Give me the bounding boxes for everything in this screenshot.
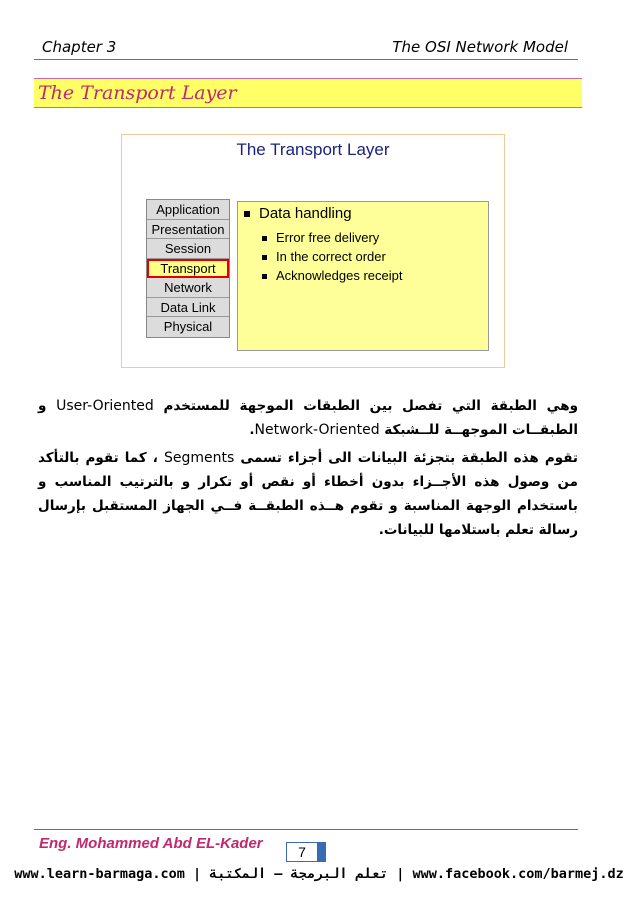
chapter-title: The OSI Network Model bbox=[392, 38, 568, 56]
square-bullet-icon bbox=[244, 211, 250, 217]
author-name: Eng. Mohammed Abd EL-Kader bbox=[39, 835, 263, 852]
layer-data-link: Data Link bbox=[147, 298, 229, 318]
slide-title: The Transport Layer bbox=[236, 140, 390, 159]
list-item: Error free delivery bbox=[262, 228, 402, 247]
footer-divider bbox=[34, 829, 578, 830]
layer-session: Session bbox=[147, 239, 229, 259]
layer-physical: Physical bbox=[147, 317, 229, 337]
page-number-tab bbox=[318, 842, 326, 862]
info-heading bbox=[244, 205, 352, 222]
list-item: Acknowledges receipt bbox=[262, 266, 402, 285]
bullet-icon bbox=[262, 236, 267, 241]
info-box bbox=[237, 201, 489, 351]
paragraph-2: تقوم هذه الطبقة بتجزئة البيانات الى أجزاء تسمى Segments ، كما تقوم بالتأكد من وصول هذه الأجــزاء بدون أخطاء أو نقص أو تكرار و بالترتيب المناسب و باستخدام الوجهة المناسبة و تقوم هــذه الطبقــة فــي الجهاز المستقبل بإرسال رسالة تعلم باستلامها للبيانات. bbox=[38, 450, 578, 538]
site-footer: www.learn-barmaga.com | تعلم البرمجة – المكتبة | www.facebook.com/barmej.dz bbox=[14, 866, 624, 882]
layer-network: Network bbox=[147, 278, 229, 298]
header-divider bbox=[34, 59, 578, 60]
section-title: The Transport Layer bbox=[38, 82, 237, 104]
list-item: In the correct order bbox=[262, 247, 402, 266]
paragraph-1: وهي الطبقة التي تفصل بين الطبقات الموجهة للمستخدم User-Oriented و الطبقــات الموجهــة للــشبكة Network-Oriented. bbox=[38, 398, 578, 438]
section-banner bbox=[34, 78, 582, 108]
info-heading-text: Data handling bbox=[259, 205, 352, 222]
page-number: 7 bbox=[286, 842, 318, 862]
bullet-icon bbox=[262, 274, 267, 279]
chapter-label: Chapter 3 bbox=[42, 38, 117, 56]
slide-figure bbox=[121, 134, 505, 368]
osi-layer-stack bbox=[146, 199, 230, 338]
layer-application: Application bbox=[147, 200, 229, 220]
layer-transport: Transport bbox=[147, 259, 229, 279]
info-bullets bbox=[262, 228, 402, 285]
bullet-icon bbox=[262, 255, 267, 260]
layer-presentation: Presentation bbox=[147, 220, 229, 240]
